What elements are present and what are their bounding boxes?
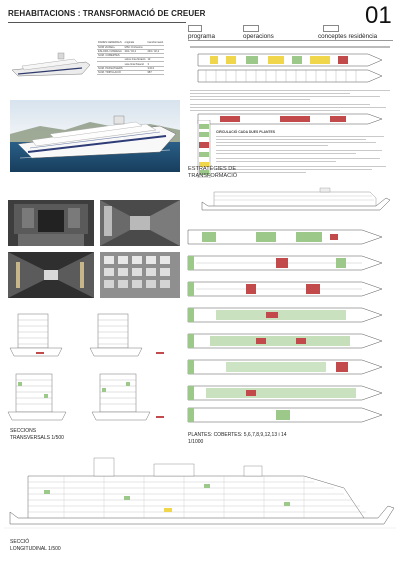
spec-cell: 3 xyxy=(146,62,164,66)
spec-cell: ESLORA / MANEGA xyxy=(98,49,122,53)
corridor-photo-4 xyxy=(100,252,180,298)
deck-plans xyxy=(186,228,392,424)
spec-cell: MSC Orchestra xyxy=(124,45,147,49)
spec-cell: NOM VAIXELL xyxy=(97,45,124,49)
corridor-photo-2 xyxy=(100,200,180,246)
page-title: REHABITACIONS : TRANSFORMACIÓ DE CREUER xyxy=(8,9,206,18)
corridor-photo-1 xyxy=(8,200,94,246)
title-rule xyxy=(8,22,186,23)
spec-cell: 3.013 xyxy=(146,66,164,70)
column-rule xyxy=(188,40,393,41)
longitudinal-label-2: LONGITUDINAL 1/500 xyxy=(10,546,61,552)
spec-cell xyxy=(124,70,147,74)
spec-cell: sobre línia flotació xyxy=(124,58,146,62)
column-programa: programa xyxy=(188,33,215,40)
plans-label-1: PLANTES: COBERTES: 5,6,7,8,9,12,13 i 14 xyxy=(188,432,287,438)
transversal-label-2: TRANSVERSALS 1/500 xyxy=(10,435,64,441)
spec-head-3: transformació xyxy=(147,41,164,45)
spec-table xyxy=(97,41,164,75)
operacions-marker xyxy=(243,25,259,32)
spec-head-2: originals xyxy=(124,41,147,45)
column-conceptes: conceptes residència xyxy=(318,33,378,40)
ship-photo-small xyxy=(8,40,92,84)
spec-cell: NUM. COBERTES xyxy=(97,54,124,58)
ship-photo-large xyxy=(10,100,180,172)
transversal-sections xyxy=(6,308,186,428)
spec-cell: 13 xyxy=(146,58,164,62)
transversal-label-1: SECCIONS xyxy=(10,428,37,434)
strategy-heading-1: ESTRATÈGIES DE xyxy=(188,166,237,172)
strategy-heading-2: TRANSFORMACIÓ xyxy=(188,173,238,179)
column-operacions: operacions xyxy=(243,33,274,40)
longitudinal-section xyxy=(4,448,396,542)
spec-cell: 987 xyxy=(146,70,164,74)
spec-cell: NUM. PASSATGERS xyxy=(98,66,123,70)
conceptes-marker xyxy=(323,25,339,32)
operations-diagram xyxy=(190,46,390,126)
spec-head-1: DADES GENERALS xyxy=(98,41,122,45)
spec-cell: sota línia flotació xyxy=(124,62,147,66)
circulation-heading: CIRCULACIÓ CADA DUES PLANTES xyxy=(216,130,276,134)
programa-marker xyxy=(188,25,202,32)
plans-label-2: 1/1000 xyxy=(188,439,204,445)
spec-cell: NUM. TRIPULACIÓ xyxy=(97,70,124,74)
spec-cell: 294 / 32,2 xyxy=(146,49,164,53)
page-number: 01 xyxy=(365,2,392,29)
longitudinal-label-1: SECCIÓ xyxy=(10,539,30,545)
spec-cell: 294 / 32,2 xyxy=(124,49,147,53)
corridor-photo-3 xyxy=(8,252,94,298)
circulation-text-lines xyxy=(216,136,388,178)
ship-profile-outline xyxy=(200,186,392,216)
